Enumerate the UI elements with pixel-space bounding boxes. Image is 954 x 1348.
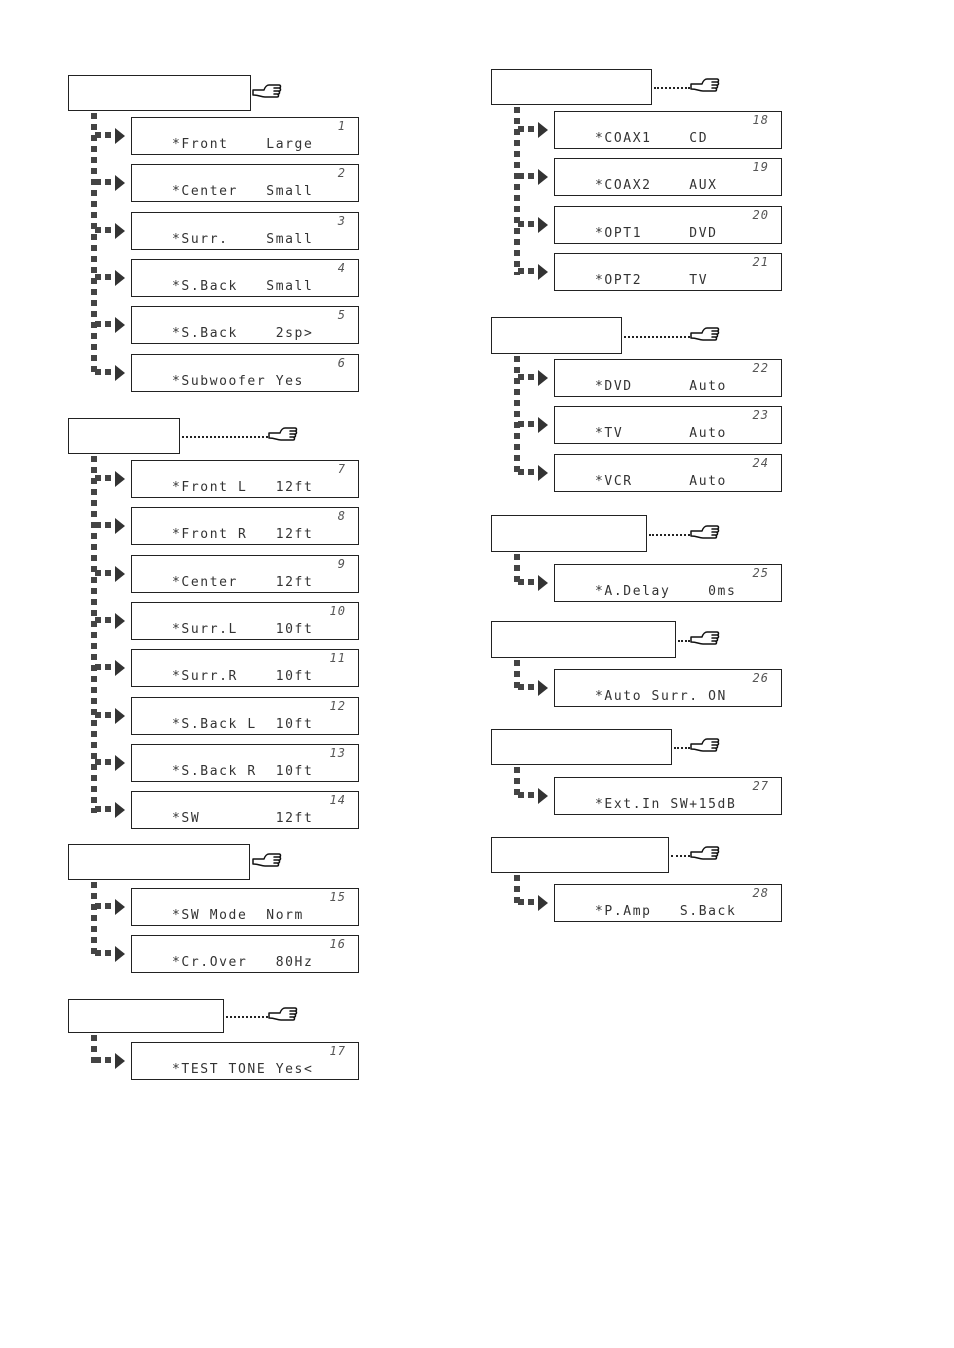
lcd-display-2[interactable] — [131, 164, 359, 202]
lcd-text: *TV Auto — [595, 426, 727, 442]
lcd-text: *Surr. Small — [172, 231, 314, 247]
lcd-text: *SW 12ft — [172, 811, 314, 827]
lcd-text: *Surr.R 10ft — [172, 669, 314, 685]
lcd-text: *S.Back Small — [172, 278, 314, 294]
lcd-display-28[interactable] — [554, 884, 782, 922]
power-amp-connector — [671, 855, 690, 857]
lcd-display-9[interactable] — [131, 555, 359, 593]
step-number: 28 — [752, 886, 769, 900]
distance-pointing-hand-icon — [268, 425, 298, 447]
lcd-text: *Center Small — [172, 184, 314, 200]
lcd-display-10[interactable] — [131, 602, 359, 640]
lcd-text: *SW Mode Norm — [172, 908, 304, 923]
branch-arrow-icon — [89, 221, 129, 241]
speakers-menu-box[interactable] — [68, 75, 251, 111]
lcd-text: *Front R 12ft — [172, 527, 314, 543]
auto-surround-menu-box[interactable] — [491, 621, 676, 658]
branch-arrow-icon — [89, 897, 129, 917]
test-tone-pointing-hand-icon — [268, 1005, 298, 1027]
step-number: 15 — [329, 890, 346, 904]
lcd-display-14[interactable] — [131, 791, 359, 829]
audio-delay-connector — [649, 534, 690, 536]
lcd-text: *S.Back L 10ft — [172, 716, 314, 732]
lcd-text: *Subwoofer Yes — [172, 373, 304, 389]
lcd-text: *Ext.In SW+15dB — [595, 797, 737, 812]
lcd-display-26[interactable] — [554, 669, 782, 707]
lcd-text: *DVD Auto — [595, 379, 727, 394]
branch-arrow-icon — [89, 126, 129, 146]
power-amp-pointing-hand-icon — [690, 844, 720, 866]
ext-in-menu-box[interactable] — [491, 729, 672, 765]
step-number: 11 — [329, 651, 346, 666]
digital-input-pointing-hand-icon — [690, 76, 720, 98]
branch-arrow-icon — [512, 573, 552, 593]
step-number: 16 — [329, 937, 346, 952]
lcd-display-19[interactable] — [554, 158, 782, 196]
step-number: 10 — [329, 603, 346, 618]
step-number: 3 — [337, 213, 346, 228]
test-tone-connector — [226, 1016, 268, 1018]
lcd-display-7[interactable] — [131, 460, 359, 498]
branch-arrow-icon — [512, 215, 552, 235]
speakers-pointing-hand-icon — [252, 82, 282, 104]
branch-arrow-icon — [89, 1051, 129, 1071]
step-number: 21 — [752, 254, 769, 269]
power-amp-menu-box[interactable] — [491, 837, 669, 873]
step-number: 24 — [752, 455, 769, 470]
lcd-text: *Cr.Over 80Hz — [172, 955, 314, 971]
lcd-text: *Front Large — [172, 137, 314, 152]
lcd-display-20[interactable] — [554, 206, 782, 244]
step-number: 14 — [329, 793, 346, 808]
step-number: 1 — [337, 119, 346, 133]
lcd-text: *VCR Auto — [595, 473, 727, 489]
step-number: 7 — [337, 462, 346, 476]
branch-arrow-icon — [89, 944, 129, 964]
lcd-text: *S.Back R 10ft — [172, 763, 314, 779]
test-tone-menu-box[interactable] — [68, 999, 224, 1033]
audio-delay-menu-box[interactable] — [491, 515, 647, 552]
step-number: 4 — [337, 260, 346, 275]
subwoofer-pointing-hand-icon — [252, 851, 282, 873]
branch-arrow-icon — [512, 415, 552, 435]
ext-in-connector — [674, 747, 690, 749]
step-number: 26 — [752, 671, 769, 685]
branch-arrow-icon — [89, 173, 129, 193]
input-mode-menu-box[interactable] — [491, 317, 622, 354]
lcd-display-4[interactable] — [131, 259, 359, 297]
lcd-text: *TEST TONE Yes< — [172, 1062, 314, 1077]
branch-arrow-icon — [89, 564, 129, 584]
lcd-display-23[interactable] — [554, 406, 782, 444]
branch-arrow-icon — [512, 167, 552, 187]
lcd-display-21[interactable] — [554, 253, 782, 291]
step-number: 8 — [337, 509, 346, 524]
lcd-display-22[interactable] — [554, 359, 782, 397]
audio-delay-pointing-hand-icon — [690, 523, 720, 545]
step-number: 5 — [337, 308, 346, 323]
step-number: 2 — [337, 166, 346, 181]
step-number: 9 — [337, 556, 346, 571]
step-number: 18 — [752, 113, 769, 127]
branch-arrow-icon — [89, 268, 129, 288]
branch-arrow-icon — [512, 678, 552, 698]
lcd-display-18[interactable] — [554, 111, 782, 149]
lcd-text: *P.Amp S.Back — [595, 904, 737, 919]
lcd-display-24[interactable] — [554, 454, 782, 492]
lcd-display-16[interactable] — [131, 935, 359, 973]
step-number: 23 — [752, 408, 769, 423]
input-mode-pointing-hand-icon — [690, 325, 720, 347]
branch-arrow-icon — [89, 800, 129, 820]
branch-arrow-icon — [89, 611, 129, 631]
branch-arrow-icon — [89, 658, 129, 678]
step-number: 17 — [329, 1044, 346, 1058]
distance-connector — [182, 436, 268, 438]
lcd-display-8[interactable] — [131, 507, 359, 545]
lcd-display-13[interactable] — [131, 744, 359, 782]
branch-arrow-icon — [89, 315, 129, 335]
auto-surround-connector — [678, 640, 690, 642]
ext-in-pointing-hand-icon — [690, 736, 720, 758]
lcd-display-11[interactable] — [131, 649, 359, 687]
lcd-text: *OPT2 TV — [595, 272, 709, 288]
branch-arrow-icon — [89, 469, 129, 489]
lcd-display-1[interactable] — [131, 117, 359, 155]
auto-surround-pointing-hand-icon — [690, 629, 720, 651]
lcd-text: *COAX1 CD — [595, 131, 709, 146]
step-number: 25 — [752, 566, 769, 580]
step-number: 22 — [752, 361, 769, 375]
step-number: 12 — [329, 698, 346, 713]
lcd-text: *OPT1 DVD — [595, 225, 718, 241]
branch-arrow-icon — [89, 706, 129, 726]
lcd-display-15[interactable] — [131, 888, 359, 926]
speakers-tree-line — [91, 113, 97, 376]
step-number: 13 — [329, 745, 346, 760]
lcd-display-17[interactable] — [131, 1042, 359, 1080]
branch-arrow-icon — [89, 753, 129, 773]
digital-input-menu-box[interactable] — [491, 69, 652, 105]
lcd-display-25[interactable] — [554, 564, 782, 602]
lcd-text: *Auto Surr. ON — [595, 689, 727, 704]
step-number: 27 — [752, 779, 769, 793]
distance-menu-box[interactable] — [68, 418, 180, 454]
step-number: 6 — [337, 355, 346, 370]
lcd-text: *Center 12ft — [172, 574, 314, 590]
lcd-display-12[interactable] — [131, 697, 359, 735]
step-number: 20 — [752, 207, 769, 222]
input-mode-connector — [624, 336, 690, 338]
branch-arrow-icon — [512, 463, 552, 483]
lcd-text: *Surr.L 10ft — [172, 621, 314, 637]
lcd-display-3[interactable] — [131, 212, 359, 250]
lcd-display-27[interactable] — [554, 777, 782, 815]
digital-input-connector — [654, 87, 690, 89]
lcd-text: *Front L 12ft — [172, 480, 314, 495]
subwoofer-menu-box[interactable] — [68, 844, 250, 880]
lcd-text: *S.Back 2sp> — [172, 326, 314, 342]
step-number: 19 — [752, 160, 769, 175]
lcd-text: *COAX2 AUX — [595, 178, 718, 194]
lcd-text: *A.Delay 0ms — [595, 584, 737, 599]
branch-arrow-icon — [89, 363, 129, 383]
branch-arrow-icon — [512, 893, 552, 913]
lcd-display-6[interactable] — [131, 354, 359, 392]
branch-arrow-icon — [512, 786, 552, 806]
lcd-display-5[interactable] — [131, 306, 359, 344]
branch-arrow-icon — [512, 368, 552, 388]
branch-arrow-icon — [512, 262, 552, 282]
branch-arrow-icon — [512, 120, 552, 140]
branch-arrow-icon — [89, 516, 129, 536]
